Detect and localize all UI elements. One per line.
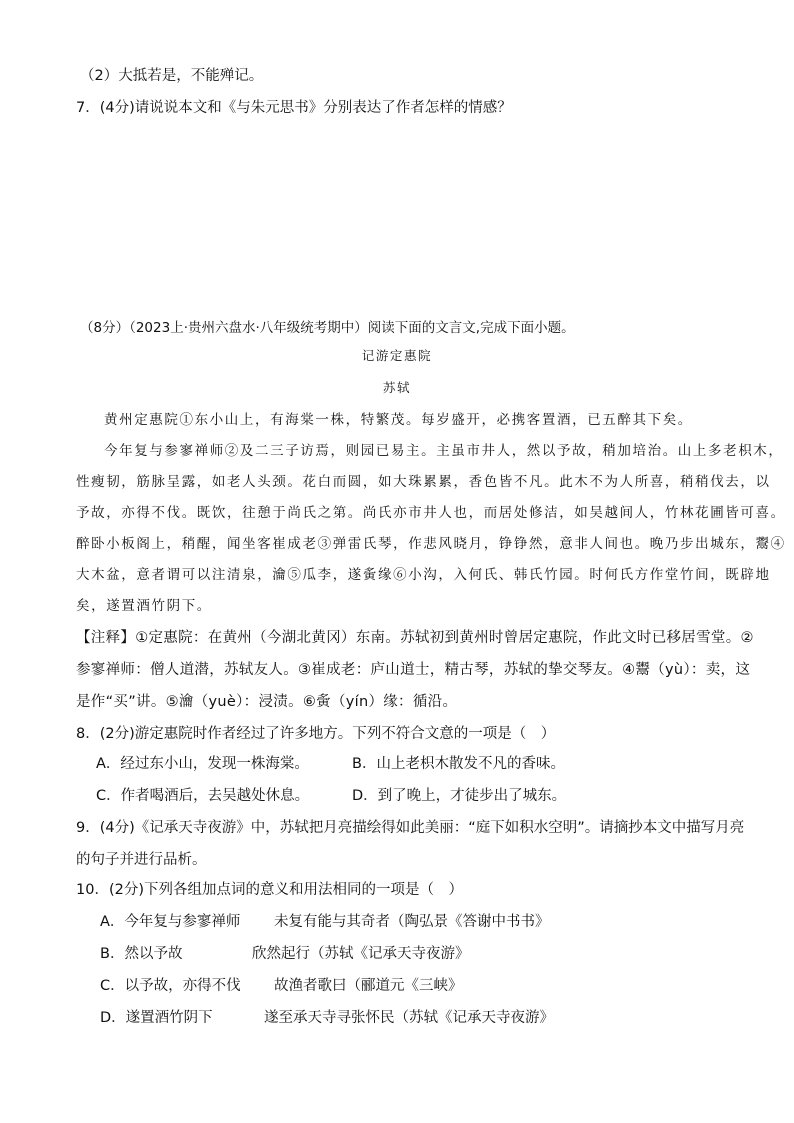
passage-para-2-line: 今年复与参寥禅师②及二三子访焉，则园已易主。主虽市井人，然以予故，稍加培治。山上多老枳木，: [104, 443, 784, 459]
question-10-option-c-compare: 故渔者歌曰（郦道元《三峡》: [274, 978, 463, 994]
notes-line: 是作“买”讲。⑤瀹（yuè）：浸渍。⑥夤（yín）缘：循沿。: [76, 694, 458, 710]
question-9-line: 9．(4分)《记承天寺夜游》中，苏轼把月亮描绘得如此美丽：“庭下如积水空明”。请摘抄本文中描写月亮: [76, 820, 745, 836]
question-10-option-c: C．以予故，亦得不伐: [100, 978, 241, 994]
question-8-option-d: D．到了晚上，才徒步出了城东。: [352, 788, 567, 804]
passage-para-1: 黄州定惠院①东小山上，有海棠一株，特繁茂。每岁盛开，必携客置酒，已五醉其下矣。: [104, 412, 693, 428]
question-8-stem: 8．(2分)游定惠院时作者经过了许多地方。下列不符合文意的一项是（ ）: [76, 726, 556, 742]
section-intro: （8分）（2023上·贵州六盘水·八年级统考期中）阅读下面的文言文,完成下面小题。: [80, 320, 575, 336]
question-10-option-b: B．然以予故: [100, 946, 183, 962]
question-10-option-d: D．遂置酒竹阴下: [100, 1010, 213, 1026]
notes-line: 参寥禅师：僧人道潜，苏轼友人。③崔成老：庐山道士，精古琴，苏轼的挚交琴友。④鬻（yù）：卖，这: [76, 662, 751, 678]
question-8-option-a: A．经过东小山，发现一株海棠。: [96, 756, 309, 772]
q6-item2: （2）大抵若是，不能殚记。: [80, 68, 264, 84]
passage-author: 苏轼: [382, 380, 412, 395]
passage-para-2-line: 大木盆，意者谓可以注清泉，瀹⑤瓜李，遂夤缘⑥小沟，入何氏、韩氏竹园。时何氏方作堂竹间，既辟地: [76, 567, 771, 583]
question-10-option-a: A．今年复与参寥禅师: [100, 914, 241, 930]
question-10-option-d-compare: 遂至承天寺寻张怀民（苏轼《记承天寺夜游》: [264, 1010, 554, 1026]
question-10-stem: 10．(2分)下列各组加点词的意义和用法相同的一项是（ ）: [76, 882, 463, 898]
passage-title: 记游定惠院: [361, 348, 433, 363]
passage-para-2-line: 醉卧小板阁上，稍醒，闻坐客崔成老③弹雷氏琴，作悲风晓月，铮铮然，意非人间也。晚乃步出城东，鬻④: [76, 536, 786, 552]
question-9-line: 的句子并进行品析。: [76, 852, 207, 868]
question-8-option-c: C．作者喝酒后，去吴越处休息。: [96, 788, 310, 804]
passage-para-2-line: 矣，遂置酒竹阴下。: [76, 598, 212, 614]
notes-line: 【注释】①定惠院：在黄州（今湖北黄冈）东南。苏轼初到黄州时曾居定惠院，作此文时已移居雪堂。②: [76, 630, 754, 646]
passage-para-2-line: 予故，亦得不伐。既饮，往憩于尚氏之第。尚氏亦市井人也，而居处修洁，如吴越间人，竹林花圃皆可喜。: [76, 505, 786, 521]
passage-para-2-line: 性瘦韧，筋脉呈露，如老人头颈。花白而圆，如大珠累累，香色皆不凡。此木不为人所喜，稍稍伐去，以: [76, 474, 771, 490]
question-10-option-b-compare: 欣然起行（苏轼《记承天寺夜游》: [252, 946, 470, 962]
question-10-option-a-compare: 未复有能与其奇者（陶弘景《答谢中书书》: [274, 914, 550, 930]
question-7: 7．(4分)请说说本文和《与朱元思书》分别表达了作者怎样的情感？: [76, 100, 512, 116]
question-8-option-b: B．山上老枳木散发不凡的香味。: [352, 756, 565, 772]
